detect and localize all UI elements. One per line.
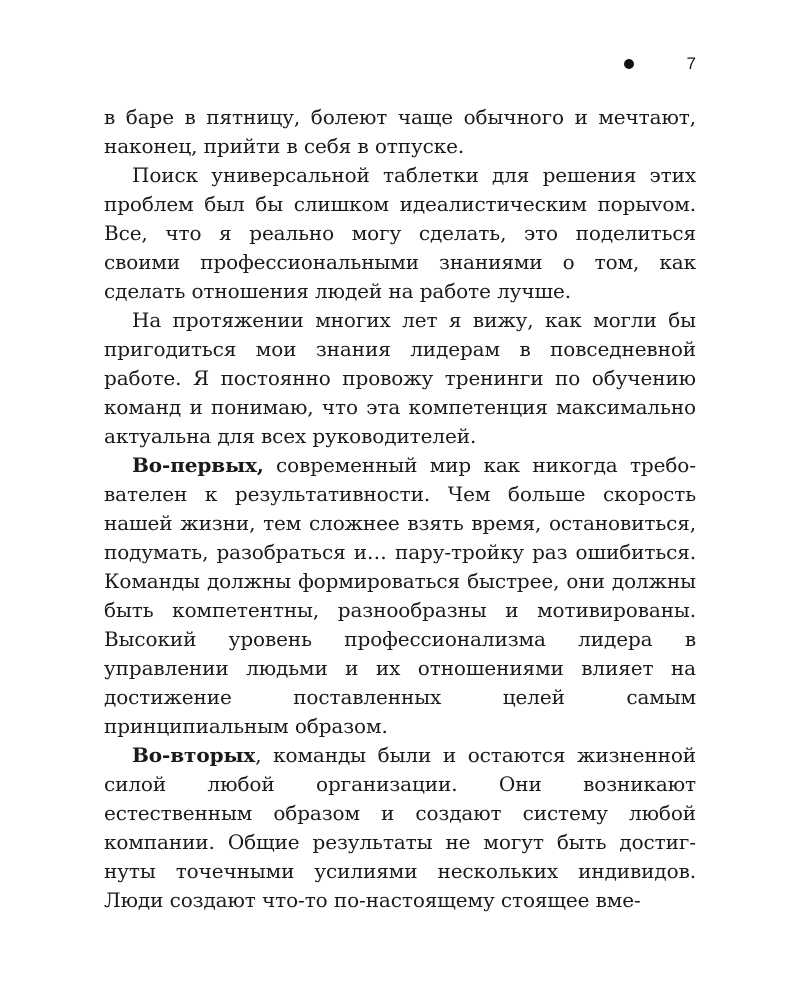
paragraph-text: Поиск универсальной таблетки для решения этих проблем был бы слишком идеалистическим порыvом. Все, что я реально могу сделать, это поделиться своими профессиональными знаниями о том, как сделать отношения людей на работе лучше. (104, 163, 696, 303)
header-bullet-icon (624, 59, 634, 69)
page-header (104, 52, 696, 76)
text-body (104, 103, 696, 915)
paragraph-lead-bold: Во-первых, (132, 453, 264, 477)
paragraph-4 (104, 451, 696, 741)
paragraph-text: , команды были и остаются жизненной силой любой организации. Они возникают естественным образом и создают систему любой компании. Общие результаты не могут быть достигнуты точечными усилиями нескольких индивидов. Люди создают что-то по-настоящему стоящее вме- (104, 743, 696, 912)
paragraph-3 (104, 306, 696, 451)
paragraph-5 (104, 741, 696, 915)
paragraph-1 (104, 103, 696, 161)
paragraph-text: в баре в пятницу, болеют чаще обычного и мечтают, наконец, прийти в себя в отпуске. (104, 105, 696, 158)
paragraph-text: современный мир как никогда требователен к результативности. Чем больше скорость нашей жизни, тем сложнее взять время, остановиться, подумать, разобраться и… пару-тройку раз ошибиться. Команды должны формироваться быстрее, они должны быть компетентны, разнообразны и мотивированы. Высокий уровень профессионализма лидера в управлении людьми и их отношениями влияет на достижение поставленных целей самым принципиальным образом. (104, 453, 696, 738)
page-number: 7 (686, 54, 696, 73)
paragraph-2 (104, 161, 696, 306)
paragraph-lead-bold: Во-вторых (132, 743, 256, 767)
paragraph-text: На протяжении многих лет я вижу, как могли бы пригодиться мои знания лидерам в повседневной работе. Я постоянно провожу тренинги по обучению команд и понимаю, что эта компетенция максимально актуальна для всех руководителей. (104, 308, 696, 448)
